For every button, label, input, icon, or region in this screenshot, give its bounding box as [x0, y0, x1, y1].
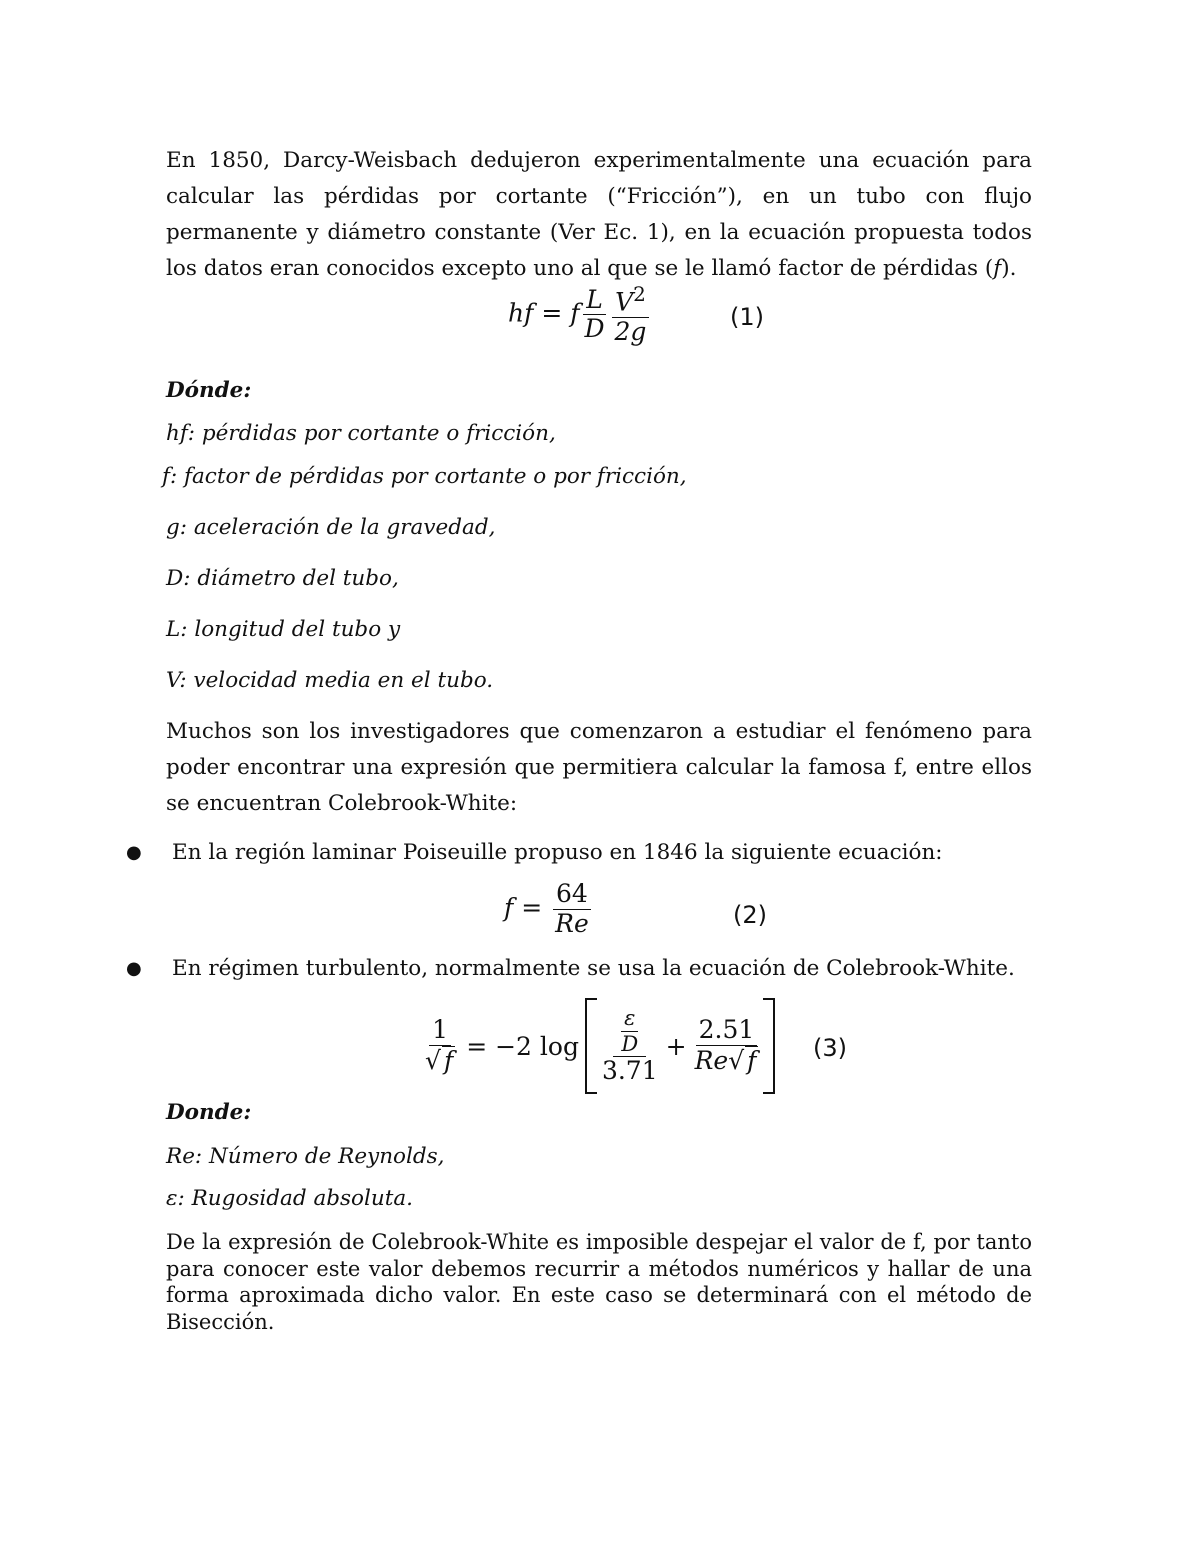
- definition-V: V: velocidad media en el tubo.: [166, 668, 494, 693]
- donde-2-heading: Donde:: [166, 1100, 252, 1125]
- eq3-lhs-frac: $\frac{1}{√ f}$: [425, 1015, 454, 1075]
- eq1-lhs: hf: [508, 298, 534, 328]
- eq3-sqrt-f-2: f: [747, 1046, 757, 1075]
- bullet-2-dot: ●: [126, 958, 142, 979]
- eq1-2g: 2g: [614, 317, 647, 347]
- bullet-2-text: En régimen turbulento, normalmente se usa la ecuación de Colebrook-White.: [172, 956, 1015, 981]
- eq1-D: D: [584, 314, 605, 344]
- eq3-2-51: 2.51: [696, 1016, 758, 1046]
- eq1-frac-LD: [581, 286, 607, 345]
- equation-2: [504, 880, 594, 939]
- intro-text: En 1850, Darcy-Weisbach dedujeron experimentalmente una ecuación para calcular las pérdidas por cortante (“Fricción”), en un tubo con flujo permanente y diámetro constante (Ver Ec. 1), en la ecuación propuesta todos los datos eran conocidos excepto uno al que se le llamó factor de pérdidas (: [166, 148, 1032, 281]
- eq2-lhs: f: [504, 892, 514, 922]
- eq3-Re: Re: [694, 1046, 729, 1075]
- eq1-exponent: 2: [633, 282, 646, 306]
- eq3-3-71: 3.71: [601, 1055, 658, 1085]
- intro-end: ).: [1001, 256, 1017, 281]
- equation-3-number: (3): [813, 1034, 847, 1062]
- definition-f: f: factor de pérdidas por cortante o por fricción,: [162, 464, 687, 489]
- eq3-frac-eps: [599, 1006, 661, 1085]
- definition-epsilon: ε: Rugosidad absoluta.: [166, 1186, 414, 1211]
- eq3-right-bracket: [763, 998, 775, 1094]
- donde-heading: Dónde:: [166, 378, 252, 403]
- eq3-sqrt-f: f: [443, 1046, 454, 1075]
- equation-1-number: (1): [730, 303, 764, 331]
- eq1-L: L: [583, 286, 606, 316]
- intro-paragraph: [166, 143, 1032, 287]
- eq3-plus: +: [665, 1031, 687, 1061]
- eq3-epsilon: ε: [621, 1006, 638, 1031]
- equation-2-number: (2): [733, 901, 767, 929]
- equation-1: [508, 283, 651, 347]
- definition-L: L: longitud del tubo y: [166, 617, 401, 642]
- eq3-left-bracket: [585, 998, 597, 1094]
- eq1-f: f: [570, 298, 580, 328]
- definition-g: g: aceleración de la gravedad,: [166, 515, 496, 540]
- definition-Re: Re: Número de Reynolds,: [166, 1144, 445, 1169]
- bullet-1-dot: ●: [126, 842, 142, 863]
- equation-3: [420, 998, 775, 1094]
- eq3-frac-251: $\frac{2.51}{Re√ f}$: [694, 1015, 757, 1075]
- eq1-equals: =: [541, 298, 563, 328]
- definition-hf: hf: pérdidas por cortante o fricción,: [166, 421, 556, 446]
- eq1-frac-V2g: [612, 283, 650, 347]
- eq3-one: 1: [429, 1016, 451, 1046]
- bullet-1-text: En la región laminar Poiseuille propuso en 1846 la siguiente ecuación:: [172, 840, 943, 865]
- intro-var-f: f: [993, 256, 1002, 281]
- definition-D: D: diámetro del tubo,: [166, 566, 399, 591]
- paragraph-2: Muchos son los investigadores que comenzaron a estudiar el fenómeno para poder encontrar una expresión que permitiera calcular la famosa f, entre ellos se encuentran Colebrook-White:: [166, 719, 1032, 816]
- eq2-numerator: 64: [553, 880, 591, 910]
- eq3-rhs-log: = −2 log: [466, 1031, 579, 1061]
- eq1-V: V: [615, 287, 634, 317]
- eq2-equals: =: [521, 892, 543, 922]
- eq3-D: D: [621, 1031, 639, 1056]
- final-paragraph: De la expresión de Colebrook-White es imposible despejar el valor de f, por tanto para conocer este valor debemos recurrir a métodos numéricos y hallar de una forma aproximada dicho valor. En este caso se determinará con el método de Bisección.: [166, 1230, 1032, 1334]
- eq2-Re: Re: [555, 908, 589, 938]
- eq2-frac: [552, 880, 592, 939]
